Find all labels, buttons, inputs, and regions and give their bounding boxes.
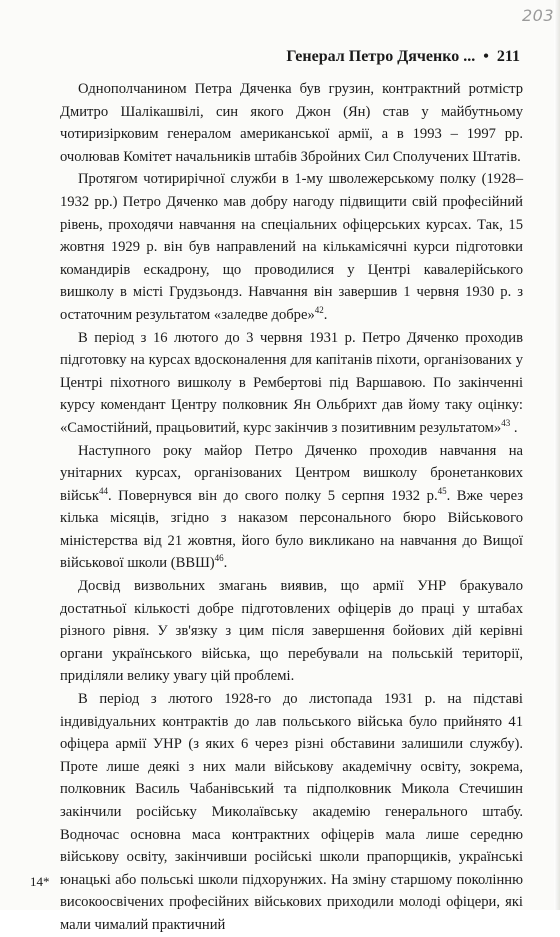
paragraph-text: Однополчанином Петра Дяченка був грузин, контрактний ротмістр Дмитро Шалікашвілі, син якого Джон (Ян) став у майбутньому чотиризірковим генералом американської армії, а в 1993 – 1997 рр. очолював Комітет начальників штабів Збройних Сил Сполучених Штатів. xyxy=(60,81,523,165)
page-number: 211 xyxy=(496,48,520,65)
paragraph-text: . Повернувся він до свого полку 5 серпня 1932 р. xyxy=(107,487,438,504)
paragraph-2 xyxy=(60,168,523,326)
running-head xyxy=(60,48,520,66)
paragraph-text: Протягом чотирирічної служби в 1-му шволежерському полку (1928–1932 рр.) Петро Дяченко мав добру нагоду підвищити свій професійний рівень, проходячи навчання на спеціальних офіцерських курсах. Так, 15 жовтня 1929 р. він був направлений на кількамісячні курси підготовки командирів ескадрону, що проводилися у Центрі кавалерійського вишколу в місті Грудзьондз. Навчання він завершив 1 червня 1930 р. з остаточним результатом «заледве добре» xyxy=(60,171,523,323)
paragraph-text: . Вже через кілька місяців, згідно з наказом персонального бюро Військового міністерства від 21 жовтня, його було викликано на навчання до Вищої військової школи (ВВШ) xyxy=(60,487,523,572)
footnote-ref: 46 xyxy=(214,553,224,564)
paragraph-5 xyxy=(60,575,523,688)
paragraph-6 xyxy=(60,688,523,937)
footnote-ref: 42 xyxy=(314,305,324,316)
paragraph-4 xyxy=(60,440,523,576)
footnote-ref: 44 xyxy=(98,485,108,496)
footnote-ref: 45 xyxy=(437,485,447,496)
footnote-ref: 43 xyxy=(501,418,511,429)
pencil-page-mark: 203 xyxy=(521,6,554,25)
body-text xyxy=(60,78,523,937)
running-head-separator: • xyxy=(483,48,489,65)
scan-edge-shadow xyxy=(554,0,560,910)
running-head-title: Генерал Петро Дяченко ... xyxy=(286,48,476,65)
paragraph-text: В період з лютого 1928-го до листопада 1931 р. на підставі індивідуальних контрактів до лав польського війська було прийнято 41 офіцера армії УНР (з яких 6 через різні обставини залишили службу). Проте лише деякі з них мали військову академічну освіту, зокрема, полковник Василь Чабанівський та підполковник Микола Стечишин закінчили російську Миколаївську академію генерального штабу. Водночас основна маса контрактних офіцерів мала лише середню військову освіту, закінчивши російські школи прапорщиків, українські юнацькі або польські школи підхорунжих. На зміну старшому поколінню високоосвічених професійних військових приходили молоді офіцери, які мали чималий практичний xyxy=(60,691,523,933)
paragraph-text: В період з 16 лютого до 3 червня 1931 р. Петро Дяченко проходив підготовку на курсах вдосконалення для капітанів піхоти, організованих у Центрі піхотного вишколу в Рембертові під Варшавою. По закінченні курсу комендант Центру полковник Ян Ольбрихт дав йому таку оцінку: «Самостійний, працьовитий, курс закінчив з позитивним результатом» xyxy=(60,329,523,436)
paragraph-text: . xyxy=(510,419,518,436)
paragraph-text: . xyxy=(223,555,228,572)
paragraph-text: Досвід визвольних змагань виявив, що армії УНР бракувало достатньої кількості добре підготовлених офіцерів до праці у штабах різного рівня. У зв'язку з цим після завершення бойових дій керівні органи українського війська, що перебували на польській території, приділяли велику увагу цій проблемі. xyxy=(60,578,523,685)
paragraph-text: Наступного року майор Петро Дяченко проходив навчання на унітарних курсах, організованих Центром вишколу бронетанкових військ xyxy=(60,442,523,504)
paragraph-3 xyxy=(60,327,523,440)
paragraph-1 xyxy=(60,78,523,168)
paragraph-text: . xyxy=(323,306,328,323)
signature-mark: 14* xyxy=(30,874,50,889)
